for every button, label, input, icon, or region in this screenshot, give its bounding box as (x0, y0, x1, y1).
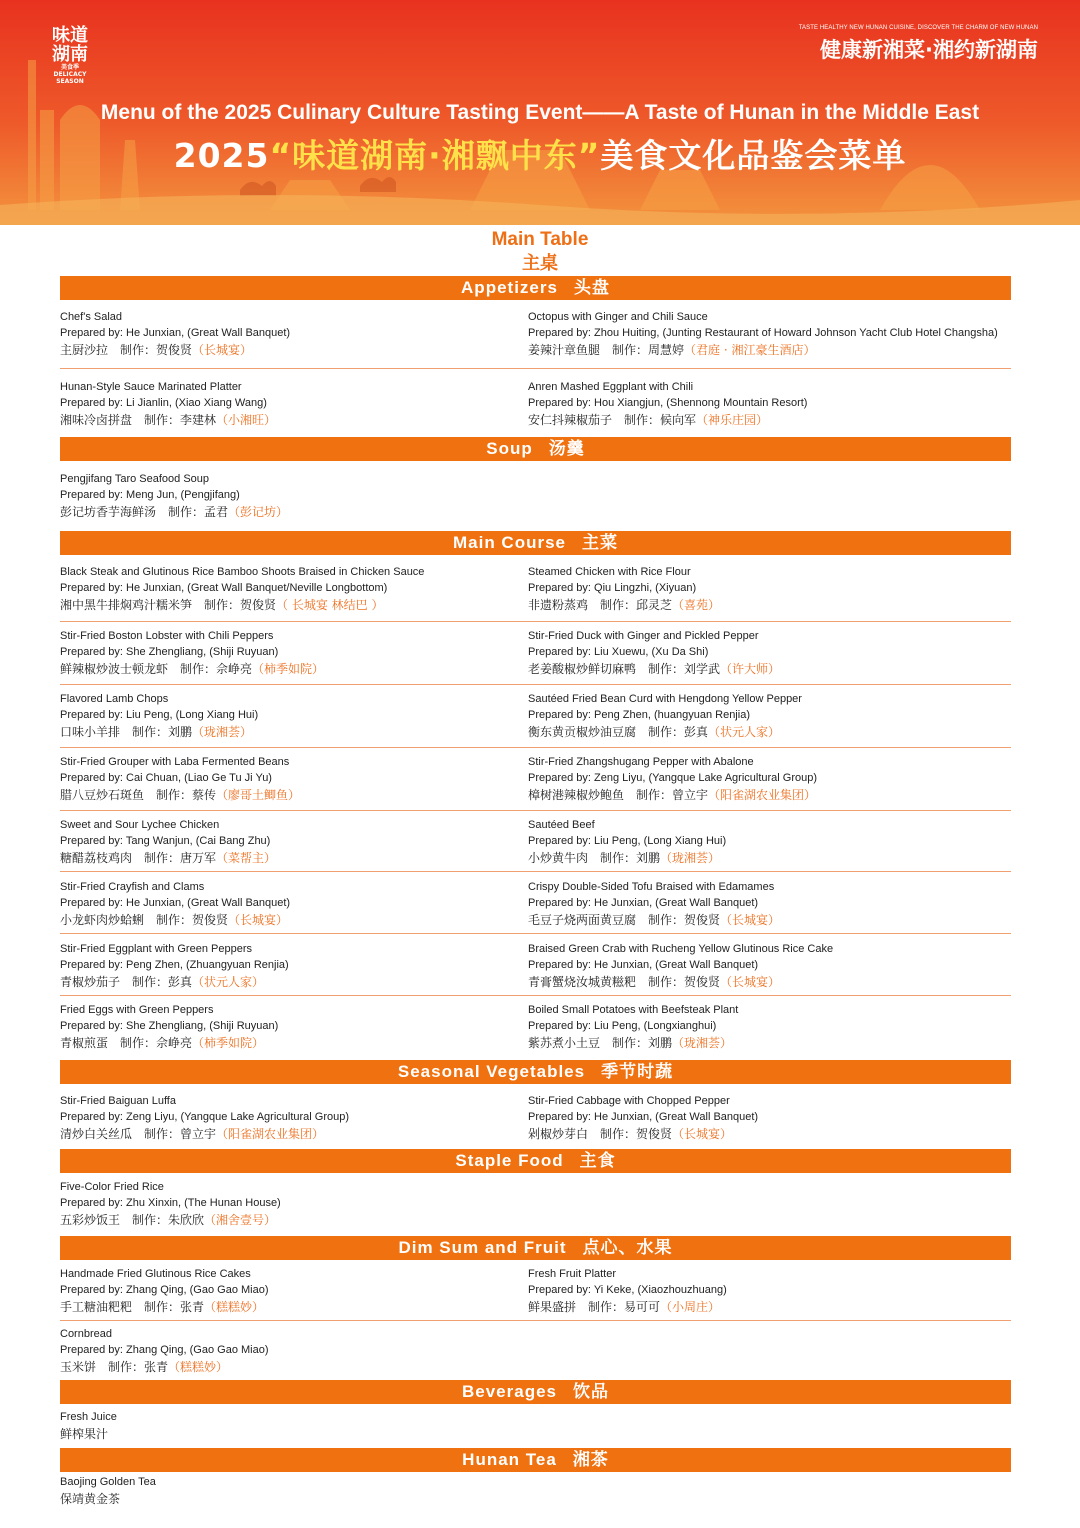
menu-item: Boiled Small Potatoes with Beefsteak Plant Prepared by: Liu Peng, (Longxianghui) 紫苏煮小土豆 制作：刘鹏（珑湘荟） (528, 1004, 739, 1050)
section-hunan-tea: Hunan Tea 湘茶 (60, 1448, 1011, 1472)
menu-item: Octopus with Ginger and Chili Sauce Prepared by: Zhou Huiting, (Junting Restaurant of Howard Johnson Yacht Club Hotel Changsha) 姜辣汁章鱼腿 制作：周慧婷（君庭 · 湘江豪生酒店） (528, 311, 998, 357)
menu-item: Stir-Fried Baiguan Luffa Prepared by: Zeng Liyu, (Yangque Lake Agricultural Group) 清炒白关丝瓜 制作：曾立宇（阳雀湖农业集团） (60, 1095, 350, 1141)
divider (60, 933, 1011, 934)
menu-item: Sweet and Sour Lychee Chicken Prepared by: Tang Wanjun, (Cai Bang Zhu) 糖醋荔枝鸡肉 制作：唐万军（菜帮主） (60, 819, 277, 865)
menu-item: Cornbread Prepared by: Zhang Qing, (Gao Gao Miao) 玉米饼 制作：张青（糕糕妙） (60, 1328, 269, 1374)
menu-item: Five-Color Fried Rice Prepared by: Zhu Xinxin, (The Hunan House) 五彩炒饭王 制作：朱欣欣（湘舍壹号） (60, 1181, 281, 1227)
menu-item: Stir-Fried Cabbage with Chopped Pepper Prepared by: He Junxian, (Great Wall Banquet) 剁椒炒芽白 制作：贺俊贤（长城宴） (528, 1095, 759, 1141)
menu-item: Stir-Fried Boston Lobster with Chili Peppers Prepared by: She Zhengliang, (Shiji Ruyuan) 鲜辣椒炒波士顿龙虾 制作：佘峥亮（柿季如院） (60, 630, 325, 676)
divider (60, 747, 1011, 748)
title-english: Menu of the 2025 Culinary Culture Tasting Event——A Taste of Hunan in the Middle East (100, 101, 980, 124)
menu-item: Crispy Double-Sided Tofu Braised with Edamames Prepared by: He Junxian, (Great Wall Banquet) 毛豆子烧两面黄豆腐 制作：贺俊贤（长城宴） (528, 881, 781, 927)
menu-item: Fried Eggs with Green Peppers Prepared by: She Zhengliang, (Shiji Ruyuan) 青椒煎蛋 制作：佘峥亮（柿季如院） (60, 1004, 279, 1050)
menu-item: Flavored Lamb Chops Prepared by: Liu Peng, (Long Xiang Hui) 口味小羊排 制作：刘鹏（珑湘荟） (60, 693, 259, 739)
header-banner (0, 0, 1080, 225)
menu-item: Stir-Fried Zhangshugang Pepper with Abalone Prepared by: Zeng Liyu, (Yangque Lake Agricultural Group) 樟树港辣椒炒鲍鱼 制作：曾立宇（阳雀湖农业集团） (528, 756, 818, 802)
menu-item: Steamed Chicken with Rice Flour Prepared by: Qiu Lingzhi, (Xiyuan) 非遗粉蒸鸡 制作：邱灵芝（喜苑） (528, 566, 721, 612)
slogan-english: TASTE HEALTHY NEW HUNAN CUISINE, DISCOVER THE CHARM OF NEW HUNAN (798, 25, 1038, 31)
divider (60, 995, 1011, 996)
menu-item: Anren Mashed Eggplant with Chili Prepared by: Hou Xiangjun, (Shennong Mountain Resort) 安仁抖辣椒茄子 制作：候向军（神乐庄园） (528, 381, 808, 427)
menu-item: Handmade Fried Glutinous Rice Cakes Prepared by: Zhang Qing, (Gao Gao Miao) 手工糖油粑粑 制作：张青（糕糕妙） (60, 1268, 269, 1314)
menu-item: Fresh Fruit Platter Prepared by: Yi Keke, (Xiaozhouzhuang) 鲜果盛拼 制作：易可可（小周庄） (528, 1268, 727, 1314)
menu-item: Fresh Juice 鲜榨果汁 (60, 1411, 117, 1441)
menu-item: Black Steak and Glutinous Rice Bamboo Shoots Braised in Chicken Sauce Prepared by: He Junxian, (Great Wall Banquet/Neville Longbottom) 湘中黑牛排焖鸡汁糯米笋 制作：贺俊贤（ 长城宴 林结巴 ） (60, 566, 425, 612)
menu-item: Pengjifang Taro Seafood Soup Prepared by: Meng Jun, (Pengjifang) 彭记坊香芋海鲜汤 制作：孟君（彭记坊） (60, 473, 289, 519)
main-table-heading: Main Table (491, 229, 589, 250)
menu-item: Chef's Salad Prepared by: He Junxian, (Great Wall Banquet) 主厨沙拉 制作：贺俊贤（长城宴） (60, 311, 291, 357)
divider (60, 621, 1011, 622)
divider (60, 810, 1011, 811)
menu-item: Stir-Fried Grouper with Laba Fermented Beans Prepared by: Cai Chuan, (Liao Ge Tu Ji Yu) 腊八豆炒石斑鱼 制作：蔡传（廖哥土鲫鱼） (60, 756, 301, 802)
divider (60, 368, 1011, 369)
section-soup: Soup 汤羹 (60, 437, 1011, 461)
title-chinese: 2025“味道湖南·湘飘中东”美食文化品鉴会菜单 (173, 136, 907, 175)
menu-item: Hunan-Style Sauce Marinated Platter Prepared by: Li Jianlin, (Xiao Xiang Wang) 湘味冷卤拼盘 制作：李建林（小湘旺） (60, 381, 277, 427)
menu-item: Braised Green Crab with Rucheng Yellow Glutinous Rice Cake Prepared by: He Junxian, (Great Wall Banquet) 青膏蟹烧汝城黄糍粑 制作：贺俊贤（长城宴） (528, 943, 834, 989)
menu-item: Sautéed Fried Bean Curd with Hengdong Yellow Pepper Prepared by: Peng Zhen, (huangyuan Renjia) 衡东黄贡椒炒油豆腐 制作：彭真（状元人家） (528, 693, 802, 739)
menu-item: Stir-Fried Duck with Ginger and Pickled Pepper Prepared by: Liu Xuewu, (Xu Da Shi) 老姜酸椒炒鲜切麻鸭 制作：刘学武（许大师） (528, 630, 781, 676)
menu-item: Baojing Golden Tea 保靖黄金茶 (60, 1476, 156, 1506)
menu-item: Stir-Fried Eggplant with Green Peppers Prepared by: Peng Zhen, (Zhuangyuan Renjia) 青椒炒茄子 制作：彭真（状元人家） (60, 943, 289, 989)
main-table-heading-cn: 主桌 (522, 253, 558, 274)
section-seasonal-vegetables: Seasonal Vegetables 季节时蔬 (60, 1060, 1011, 1084)
divider (60, 1320, 1011, 1321)
slogan-chinese: 健康新湘菜·湘约新湖南 (820, 38, 1038, 62)
divider (60, 871, 1011, 872)
brand-logo: 味道湖南 美食季 DELICACY SEASON (52, 25, 88, 85)
section-beverages: Beverages 饮品 (60, 1380, 1011, 1404)
section-main-course: Main Course 主菜 (60, 531, 1011, 555)
divider (60, 684, 1011, 685)
menu-item: Stir-Fried Crayfish and Clams Prepared by: He Junxian, (Great Wall Banquet) 小龙虾肉炒蛤蜊 制作：贺俊贤（长城宴） (60, 881, 291, 927)
section-staple-food: Staple Food 主食 (60, 1149, 1011, 1173)
section-appetizers: Appetizers 头盘 (60, 276, 1011, 300)
menu-item: Sautéed Beef Prepared by: Liu Peng, (Long Xiang Hui) 小炒黄牛肉 制作：刘鹏（珑湘荟） (528, 819, 727, 865)
section-dim-sum-fruit: Dim Sum and Fruit 点心、水果 (60, 1236, 1011, 1260)
